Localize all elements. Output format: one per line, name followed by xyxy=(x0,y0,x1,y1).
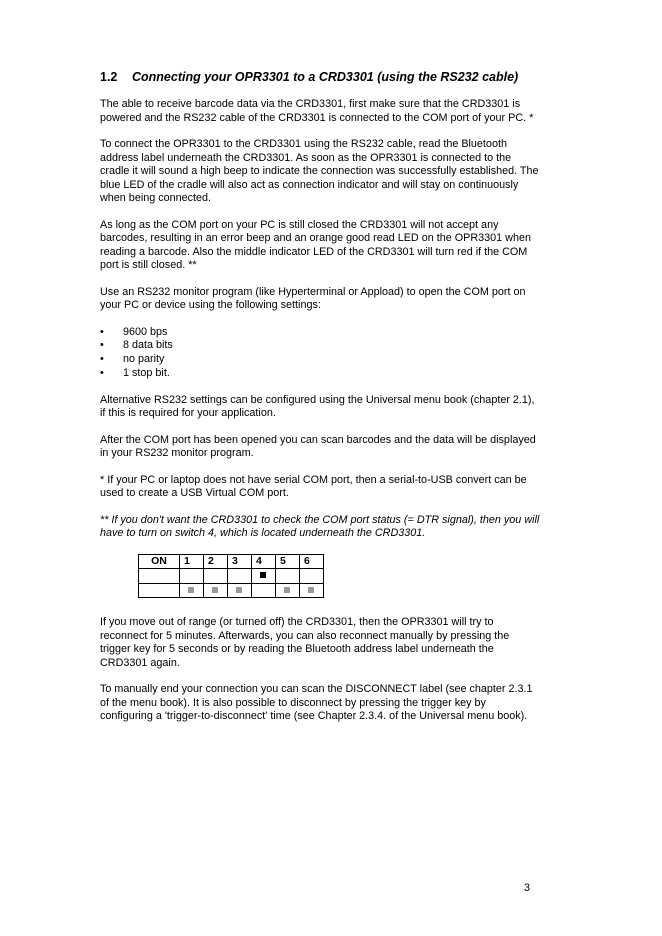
table-row xyxy=(139,569,324,584)
switch-off-marker-icon xyxy=(188,587,194,593)
bullet-icon: • xyxy=(100,353,104,366)
empty-cell xyxy=(180,569,204,584)
section-heading xyxy=(100,70,518,84)
footnote-dtr-switch: ** If you don't want the CRD3301 to check the COM port status (= DTR signal), then you will have to turn on switch 4, which is located underneath the CRD3301. xyxy=(100,513,540,540)
setting-parity: no parity xyxy=(123,353,165,366)
switch-number-4: 4 xyxy=(252,554,276,569)
table-row xyxy=(139,583,324,598)
dip-switch-table xyxy=(138,554,324,599)
empty-cell xyxy=(276,569,300,584)
paragraph-after-open: After the COM port has been opened you can scan barcodes and the data will be displayed in your RS232 monitor program. xyxy=(100,433,536,460)
paragraph-com-port-closed: As long as the COM port on your PC is still closed the CRD3301 will not accept any barcodes, resulting in an error beep and an orange good read LED on the OPR3301 when reading a barcode. Also the middle indicator LED of the CRD3301 will turn red if the COM port is still closed. ** xyxy=(100,218,531,271)
switch-on-marker-icon xyxy=(260,572,266,578)
section-title: Connecting your OPR3301 to a CRD3301 (using the RS232 cable) xyxy=(132,70,519,84)
paragraph-connect: To connect the OPR3301 to the CRD3301 using the RS232 cable, read the Bluetooth address label underneath the CRD3301. As soon as the OPR3301 is connected to the cradle it will sound a high beep to indicate the connection was successfully established. The blue LED of the cradle will also act as connection indicator and will stay on continuously when being connected. xyxy=(100,138,539,204)
switch-5-off-cell xyxy=(276,583,300,598)
paragraph-alternative-settings: Alternative RS232 settings can be configured using the Universal menu book (chapter 2.1), if this is required for your application. xyxy=(100,393,535,420)
empty-cell xyxy=(300,569,324,584)
setting-baud: 9600 bps xyxy=(123,325,168,338)
switch-number-5: 5 xyxy=(276,554,300,569)
paragraph-monitor-program: Use an RS232 monitor program (like Hyperterminal or Appload) to open the COM port on your PC or device using the following settings: xyxy=(100,285,526,311)
switch-number-6: 6 xyxy=(300,554,324,569)
switch-1-off-cell xyxy=(180,583,204,598)
empty-cell xyxy=(139,569,180,584)
switch-number-2: 2 xyxy=(204,554,228,569)
setting-data-bits: 8 data bits xyxy=(123,339,173,352)
switch-off-marker-icon xyxy=(236,587,242,593)
table-row xyxy=(139,554,324,569)
bullet-icon: • xyxy=(100,339,104,352)
empty-cell xyxy=(228,569,252,584)
empty-cell xyxy=(204,569,228,584)
list-item xyxy=(100,353,540,367)
switch-number-1: 1 xyxy=(180,554,204,569)
switch-off-marker-icon xyxy=(284,587,290,593)
switch-number-3: 3 xyxy=(228,554,252,569)
switch-off-marker-icon xyxy=(308,587,314,593)
bullet-icon: • xyxy=(100,325,104,338)
switch-6-off-cell xyxy=(300,583,324,598)
switch-3-off-cell xyxy=(228,583,252,598)
bullet-icon: • xyxy=(100,366,104,379)
paragraph-disconnect: To manually end your connection you can scan the DISCONNECT label (see chapter 2.3.1 of the menu book). It is also possible to disconnect by pressing the trigger key by configuring a 'trigger-to-disconnect' time (see Chapter 2.3.4. of the Universal menu book). xyxy=(100,683,533,723)
switch-2-off-cell xyxy=(204,583,228,598)
section-number: 1.2 xyxy=(100,70,118,84)
list-item xyxy=(100,339,540,353)
page-number: 3 xyxy=(524,882,531,894)
list-item xyxy=(100,367,540,381)
body-content xyxy=(100,98,540,737)
settings-list xyxy=(100,326,540,381)
list-item xyxy=(100,326,540,340)
footnote-serial-usb: * If your PC or laptop does not have serial COM port, then a serial-to-USB convert can be used to create a USB Virtual COM port. xyxy=(100,473,527,500)
paragraph-intro: The able to receive barcode data via the CRD3301, first make sure that the CRD3301 is powered and the RS232 cable of the CRD3301 is connected to the COM port of your PC. * xyxy=(100,98,534,124)
empty-cell xyxy=(252,583,276,598)
switch-off-marker-icon xyxy=(212,587,218,593)
on-label: ON xyxy=(139,554,180,569)
switch-4-on-cell xyxy=(252,569,276,584)
empty-cell xyxy=(139,583,180,598)
setting-stop-bit: 1 stop bit. xyxy=(123,366,170,379)
paragraph-out-of-range: If you move out of range (or turned off) the CRD3301, then the OPR3301 will try to reconnect for 5 minutes. Afterwards, you can also reconnect manually by pressing the trigger key for 5 seconds or by reading the Bluetooth address label underneath the CRD3301 again. xyxy=(100,616,510,669)
